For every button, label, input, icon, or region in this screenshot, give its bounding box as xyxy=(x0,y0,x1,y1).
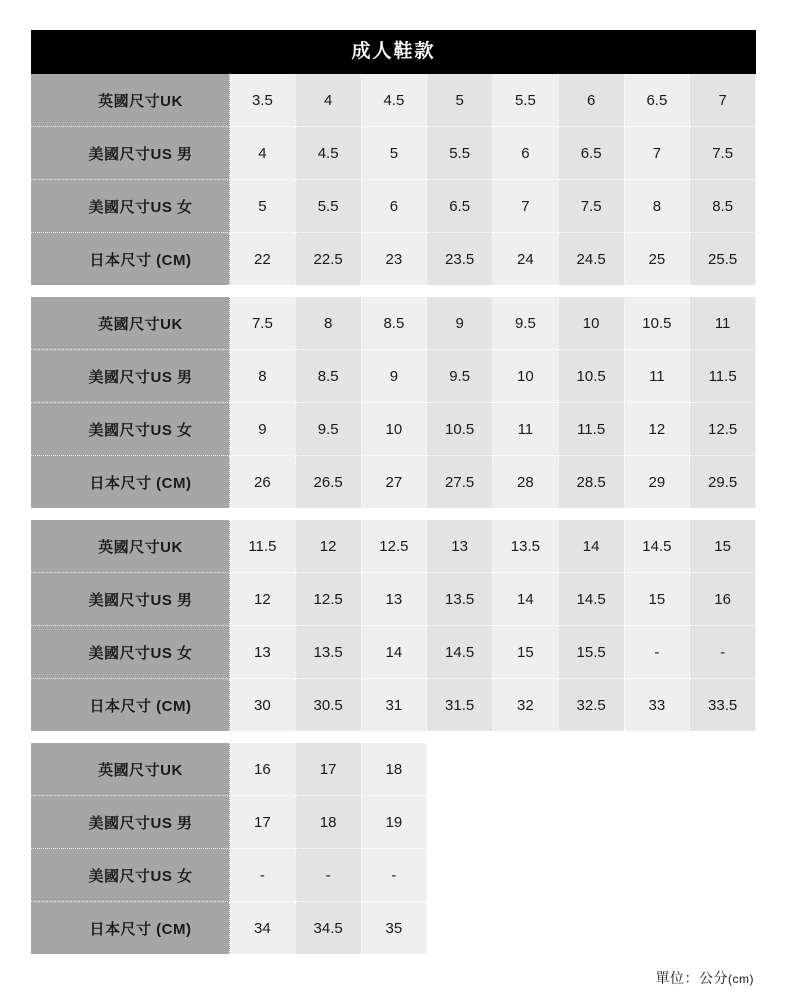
row-label: 英國尺寸UK xyxy=(31,297,230,350)
block-gap xyxy=(31,508,756,520)
size-cell: 7.5 xyxy=(230,297,296,350)
size-table xyxy=(31,74,756,285)
size-cell xyxy=(690,743,756,796)
row-label: 日本尺寸 (CM) xyxy=(31,902,230,955)
table-row xyxy=(31,350,756,403)
size-cell: 8.5 xyxy=(690,180,756,233)
block-gap xyxy=(31,285,756,297)
size-cell xyxy=(624,849,690,902)
row-label: 美國尺寸US 女 xyxy=(31,403,230,456)
size-cell xyxy=(493,849,559,902)
table-row xyxy=(31,180,756,233)
size-cell: 13 xyxy=(427,520,493,573)
row-label: 美國尺寸US 女 xyxy=(31,180,230,233)
size-cell: 5.5 xyxy=(295,180,361,233)
row-label: 美國尺寸US 男 xyxy=(31,127,230,180)
row-label: 美國尺寸US 女 xyxy=(31,849,230,902)
size-cell: 4.5 xyxy=(361,74,427,127)
size-cell: 6.5 xyxy=(558,127,624,180)
size-cell: 10 xyxy=(361,403,427,456)
size-cell: 10 xyxy=(558,297,624,350)
size-cell: 4 xyxy=(230,127,296,180)
size-cell: 12 xyxy=(295,520,361,573)
size-cell: 4 xyxy=(295,74,361,127)
size-cell xyxy=(690,902,756,955)
size-cell: 19 xyxy=(361,796,427,849)
size-cell: 14.5 xyxy=(427,626,493,679)
size-cell: 18 xyxy=(361,743,427,796)
table-row xyxy=(31,297,756,350)
size-tables-container xyxy=(31,74,756,954)
size-cell: 6 xyxy=(361,180,427,233)
size-cell: 14 xyxy=(558,520,624,573)
page-title: 成人鞋款 xyxy=(31,30,756,74)
size-cell: 10.5 xyxy=(427,403,493,456)
size-cell: 34.5 xyxy=(295,902,361,955)
size-cell: 3.5 xyxy=(230,74,296,127)
table-row xyxy=(31,796,756,849)
size-cell: 9.5 xyxy=(295,403,361,456)
table-row xyxy=(31,849,756,902)
size-cell: 22.5 xyxy=(295,233,361,286)
table-row xyxy=(31,403,756,456)
size-cell: 16 xyxy=(230,743,296,796)
table-row xyxy=(31,679,756,732)
size-cell xyxy=(690,796,756,849)
size-cell: 32.5 xyxy=(558,679,624,732)
size-cell: 7.5 xyxy=(690,127,756,180)
size-cell: 14.5 xyxy=(558,573,624,626)
size-cell: 9.5 xyxy=(493,297,559,350)
size-cell xyxy=(558,796,624,849)
size-cell: 4.5 xyxy=(295,127,361,180)
row-label: 日本尺寸 (CM) xyxy=(31,456,230,509)
table-row xyxy=(31,573,756,626)
size-cell: 33.5 xyxy=(690,679,756,732)
size-cell: 26.5 xyxy=(295,456,361,509)
row-label: 美國尺寸US 女 xyxy=(31,626,230,679)
size-cell: 10 xyxy=(493,350,559,403)
size-cell: 18 xyxy=(295,796,361,849)
size-cell: 25 xyxy=(624,233,690,286)
size-cell: - xyxy=(230,849,296,902)
row-label: 日本尺寸 (CM) xyxy=(31,679,230,732)
size-cell xyxy=(624,902,690,955)
row-label: 英國尺寸UK xyxy=(31,520,230,573)
size-cell: 22 xyxy=(230,233,296,286)
size-cell xyxy=(493,796,559,849)
size-table xyxy=(31,743,756,954)
size-cell: 8 xyxy=(295,297,361,350)
size-cell: 7 xyxy=(493,180,559,233)
table-row xyxy=(31,74,756,127)
row-label: 日本尺寸 (CM) xyxy=(31,233,230,286)
size-cell: 8 xyxy=(624,180,690,233)
size-cell: 15 xyxy=(493,626,559,679)
table-row xyxy=(31,456,756,509)
size-cell: 9 xyxy=(361,350,427,403)
size-cell: 8 xyxy=(230,350,296,403)
size-cell: 16 xyxy=(690,573,756,626)
size-cell: 31.5 xyxy=(427,679,493,732)
size-cell: 9 xyxy=(427,297,493,350)
size-cell: 30 xyxy=(230,679,296,732)
size-cell: 28 xyxy=(493,456,559,509)
size-cell: 9 xyxy=(230,403,296,456)
size-cell: 17 xyxy=(230,796,296,849)
size-cell: 5.5 xyxy=(493,74,559,127)
size-cell: 32 xyxy=(493,679,559,732)
size-cell: 30.5 xyxy=(295,679,361,732)
size-cell: 11 xyxy=(493,403,559,456)
table-row xyxy=(31,127,756,180)
size-cell: 8.5 xyxy=(361,297,427,350)
size-cell: 14.5 xyxy=(624,520,690,573)
size-cell: 8.5 xyxy=(295,350,361,403)
size-cell: 12.5 xyxy=(690,403,756,456)
size-cell: 28.5 xyxy=(558,456,624,509)
size-cell: - xyxy=(295,849,361,902)
unit-note-suffix: (cm) xyxy=(728,972,754,986)
size-cell: 23.5 xyxy=(427,233,493,286)
size-cell: 11 xyxy=(624,350,690,403)
size-cell xyxy=(690,849,756,902)
size-cell: 23 xyxy=(361,233,427,286)
block-gap xyxy=(31,731,756,743)
size-cell: 12.5 xyxy=(361,520,427,573)
size-cell: 11.5 xyxy=(558,403,624,456)
size-cell: 29 xyxy=(624,456,690,509)
size-cell xyxy=(493,743,559,796)
size-cell xyxy=(558,849,624,902)
size-cell: 25.5 xyxy=(690,233,756,286)
size-cell: 5 xyxy=(427,74,493,127)
size-cell: 24 xyxy=(493,233,559,286)
table-row xyxy=(31,626,756,679)
size-cell: 7 xyxy=(624,127,690,180)
row-label: 美國尺寸US 男 xyxy=(31,350,230,403)
size-cell: - xyxy=(690,626,756,679)
table-row xyxy=(31,233,756,286)
row-label: 英國尺寸UK xyxy=(31,74,230,127)
size-cell: 13 xyxy=(361,573,427,626)
size-cell: - xyxy=(361,849,427,902)
size-cell: 24.5 xyxy=(558,233,624,286)
size-cell: 5.5 xyxy=(427,127,493,180)
size-cell: 35 xyxy=(361,902,427,955)
size-cell xyxy=(624,743,690,796)
size-cell: 11 xyxy=(690,297,756,350)
size-cell: 13.5 xyxy=(295,626,361,679)
size-cell: 13.5 xyxy=(427,573,493,626)
size-cell: 33 xyxy=(624,679,690,732)
size-cell: 15.5 xyxy=(558,626,624,679)
size-cell: 12 xyxy=(624,403,690,456)
size-cell: 5 xyxy=(361,127,427,180)
unit-note xyxy=(31,968,756,988)
size-cell: 17 xyxy=(295,743,361,796)
unit-note-text: 單位：公分 xyxy=(655,970,728,986)
size-cell: 9.5 xyxy=(427,350,493,403)
size-cell: 6.5 xyxy=(624,74,690,127)
size-cell xyxy=(624,796,690,849)
size-cell: 14 xyxy=(361,626,427,679)
size-cell xyxy=(558,902,624,955)
size-cell xyxy=(558,743,624,796)
size-cell: 13.5 xyxy=(493,520,559,573)
size-cell: 6.5 xyxy=(427,180,493,233)
size-cell: 15 xyxy=(624,573,690,626)
size-cell: 26 xyxy=(230,456,296,509)
table-row xyxy=(31,902,756,955)
size-cell: 7 xyxy=(690,74,756,127)
size-cell: 29.5 xyxy=(690,456,756,509)
size-cell xyxy=(427,743,493,796)
size-cell: 34 xyxy=(230,902,296,955)
size-cell: 12.5 xyxy=(295,573,361,626)
size-cell: 10.5 xyxy=(558,350,624,403)
size-cell: 5 xyxy=(230,180,296,233)
size-cell: 11.5 xyxy=(230,520,296,573)
size-cell: - xyxy=(624,626,690,679)
size-table xyxy=(31,520,756,731)
size-cell: 14 xyxy=(493,573,559,626)
size-cell: 6 xyxy=(493,127,559,180)
size-cell: 31 xyxy=(361,679,427,732)
size-cell: 15 xyxy=(690,520,756,573)
row-label: 美國尺寸US 男 xyxy=(31,573,230,626)
size-cell: 27.5 xyxy=(427,456,493,509)
row-label: 英國尺寸UK xyxy=(31,743,230,796)
size-cell: 12 xyxy=(230,573,296,626)
table-row xyxy=(31,520,756,573)
size-cell: 7.5 xyxy=(558,180,624,233)
row-label: 美國尺寸US 男 xyxy=(31,796,230,849)
table-row xyxy=(31,743,756,796)
size-cell xyxy=(493,902,559,955)
size-cell: 27 xyxy=(361,456,427,509)
size-cell: 11.5 xyxy=(690,350,756,403)
size-cell xyxy=(427,849,493,902)
size-cell: 6 xyxy=(558,74,624,127)
size-cell xyxy=(427,902,493,955)
size-cell: 10.5 xyxy=(624,297,690,350)
size-cell xyxy=(427,796,493,849)
size-table xyxy=(31,297,756,508)
size-cell: 13 xyxy=(230,626,296,679)
